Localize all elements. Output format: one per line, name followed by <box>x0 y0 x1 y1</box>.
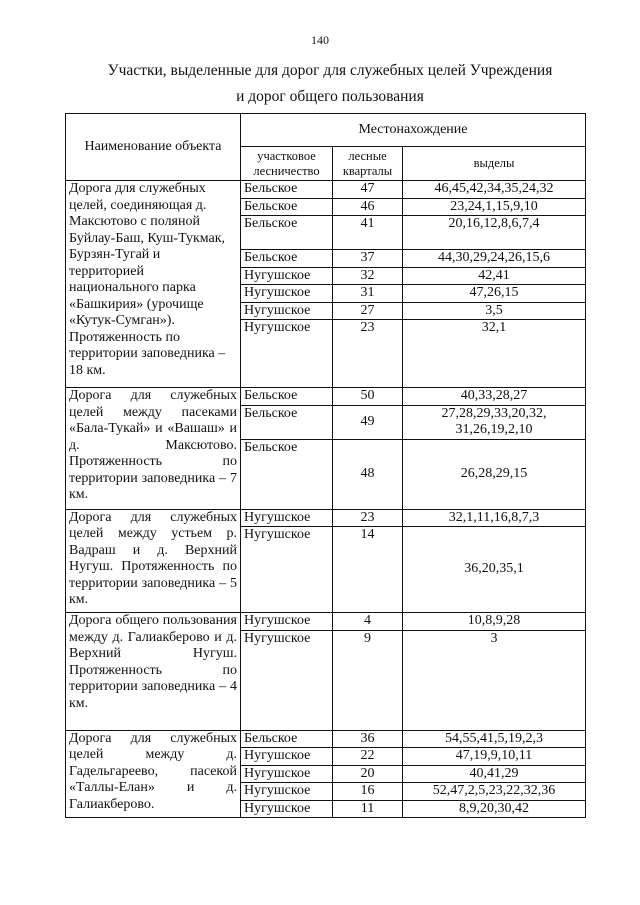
allotments-cell: 46,45,42,34,35,24,32 <box>403 181 586 199</box>
quarter-cell: 23 <box>333 509 403 527</box>
forestry-cell: Бельское <box>241 388 333 406</box>
header-location: Местонахождение <box>241 114 586 147</box>
allotments-cell: 54,55,41,5,19,2,3 <box>403 730 586 748</box>
forestry-cell: Нугушское <box>241 527 333 613</box>
forestry-cell: Бельское <box>241 439 333 509</box>
forestry-cell: Бельское <box>241 181 333 199</box>
allotments-cell: 44,30,29,24,26,15,6 <box>403 250 586 268</box>
forestry-cell: Нугушское <box>241 509 333 527</box>
document-title <box>60 58 600 110</box>
quarter-cell: 27 <box>333 302 403 320</box>
allotments-cell: 8,9,20,30,42 <box>403 800 586 818</box>
quarter-cell: 9 <box>333 630 403 730</box>
header-object-name: Наименование объекта <box>66 114 241 181</box>
forestry-cell: Бельское <box>241 405 333 439</box>
allotments-cell: 32,1 <box>403 320 586 388</box>
allotments-cell: 32,1,11,16,8,7,3 <box>403 509 586 527</box>
allotments-cell: 20,16,12,8,6,7,4 <box>403 216 586 250</box>
allotments-cell: 47,19,9,10,11 <box>403 748 586 766</box>
table-row <box>66 388 586 406</box>
table-row <box>66 181 586 199</box>
road-name: Дорога для служебных целей между д. Гадельгареево, пасекой «Таллы-Елан» и д. Галиакберово. <box>66 730 241 818</box>
quarter-cell: 4 <box>333 613 403 631</box>
road-name: Дорога для служебных целей между пасеками «Бала-Тукай» и «Вашаш» и д. Максютово. Протяженность по территории заповедника – 7 км. <box>66 388 241 510</box>
allotments-cell: 10,8,9,28 <box>403 613 586 631</box>
allotments-cell: 40,33,28,27 <box>403 388 586 406</box>
quarter-cell: 31 <box>333 285 403 303</box>
allotments-cell: 36,20,35,1 <box>403 527 586 613</box>
quarter-cell: 46 <box>333 198 403 216</box>
forestry-cell: Нугушское <box>241 630 333 730</box>
quarter-cell: 22 <box>333 748 403 766</box>
quarter-cell: 16 <box>333 783 403 801</box>
quarter-cell: 36 <box>333 730 403 748</box>
table-row <box>66 613 586 631</box>
quarter-cell: 14 <box>333 527 403 613</box>
quarter-cell: 11 <box>333 800 403 818</box>
forestry-cell: Нугушское <box>241 783 333 801</box>
road-name: Дорога для служебных целей, соединяющая д. Максютово с поляной Буйлау-Баш, Куш-Тукмак, Бурзян-Тугай и территорией национального парка «Башкирия» (урочище «Кутук-Сумган»). Протяженность по территории заповедника – 18 км. <box>66 181 241 388</box>
allotments-cell: 27,28,29,33,20,32, 31,26,19,2,10 <box>403 405 586 439</box>
quarter-cell: 23 <box>333 320 403 388</box>
forestry-cell: Нугушское <box>241 302 333 320</box>
road-name: Дорога общего пользования между д. Галиакберово и д. Верхний Нугуш. Протяженность по территории заповедника – 4 км. <box>66 613 241 731</box>
allotments-table <box>65 113 586 818</box>
forestry-cell: Нугушское <box>241 285 333 303</box>
allotments-cell: 23,24,1,15,9,10 <box>403 198 586 216</box>
forestry-cell: Нугушское <box>241 267 333 285</box>
table-row <box>66 509 586 527</box>
forestry-cell: Бельское <box>241 216 333 250</box>
forestry-cell: Нугушское <box>241 613 333 631</box>
forestry-cell: Бельское <box>241 250 333 268</box>
table-row <box>66 730 586 748</box>
allotments-cell: 42,41 <box>403 267 586 285</box>
allotments-cell: 40,41,29 <box>403 765 586 783</box>
road-name: Дорога для служебных целей между устьем р. Вадраш и д. Верхний Нугуш. Протяженность по территории заповедника – 5 км. <box>66 509 241 613</box>
quarter-cell: 48 <box>333 439 403 509</box>
quarter-cell: 41 <box>333 216 403 250</box>
forestry-cell: Нугушское <box>241 320 333 388</box>
forestry-cell: Бельское <box>241 198 333 216</box>
forestry-cell: Бельское <box>241 730 333 748</box>
allotments-cell: 47,26,15 <box>403 285 586 303</box>
page-number: 140 <box>311 33 329 47</box>
quarter-cell: 49 <box>333 405 403 439</box>
forestry-cell: Нугушское <box>241 800 333 818</box>
quarter-cell: 50 <box>333 388 403 406</box>
quarter-cell: 32 <box>333 267 403 285</box>
allotments-cell: 3 <box>403 630 586 730</box>
title-line-1: Участки, выделенные для дорог для служебных целей Учреждения <box>107 62 553 79</box>
header-allotments: выделы <box>403 147 586 181</box>
quarter-cell: 37 <box>333 250 403 268</box>
title-line-2: и дорог общего пользования <box>236 88 424 105</box>
quarter-cell: 47 <box>333 181 403 199</box>
forestry-cell: Нугушское <box>241 765 333 783</box>
forestry-cell: Нугушское <box>241 748 333 766</box>
header-quarters: лесные кварталы <box>333 147 403 181</box>
quarter-cell: 20 <box>333 765 403 783</box>
allotments-cell: 3,5 <box>403 302 586 320</box>
allotments-cell: 52,47,2,5,23,22,32,36 <box>403 783 586 801</box>
header-forestry: участковое лесничество <box>241 147 333 181</box>
allotments-cell: 26,28,29,15 <box>403 439 586 509</box>
